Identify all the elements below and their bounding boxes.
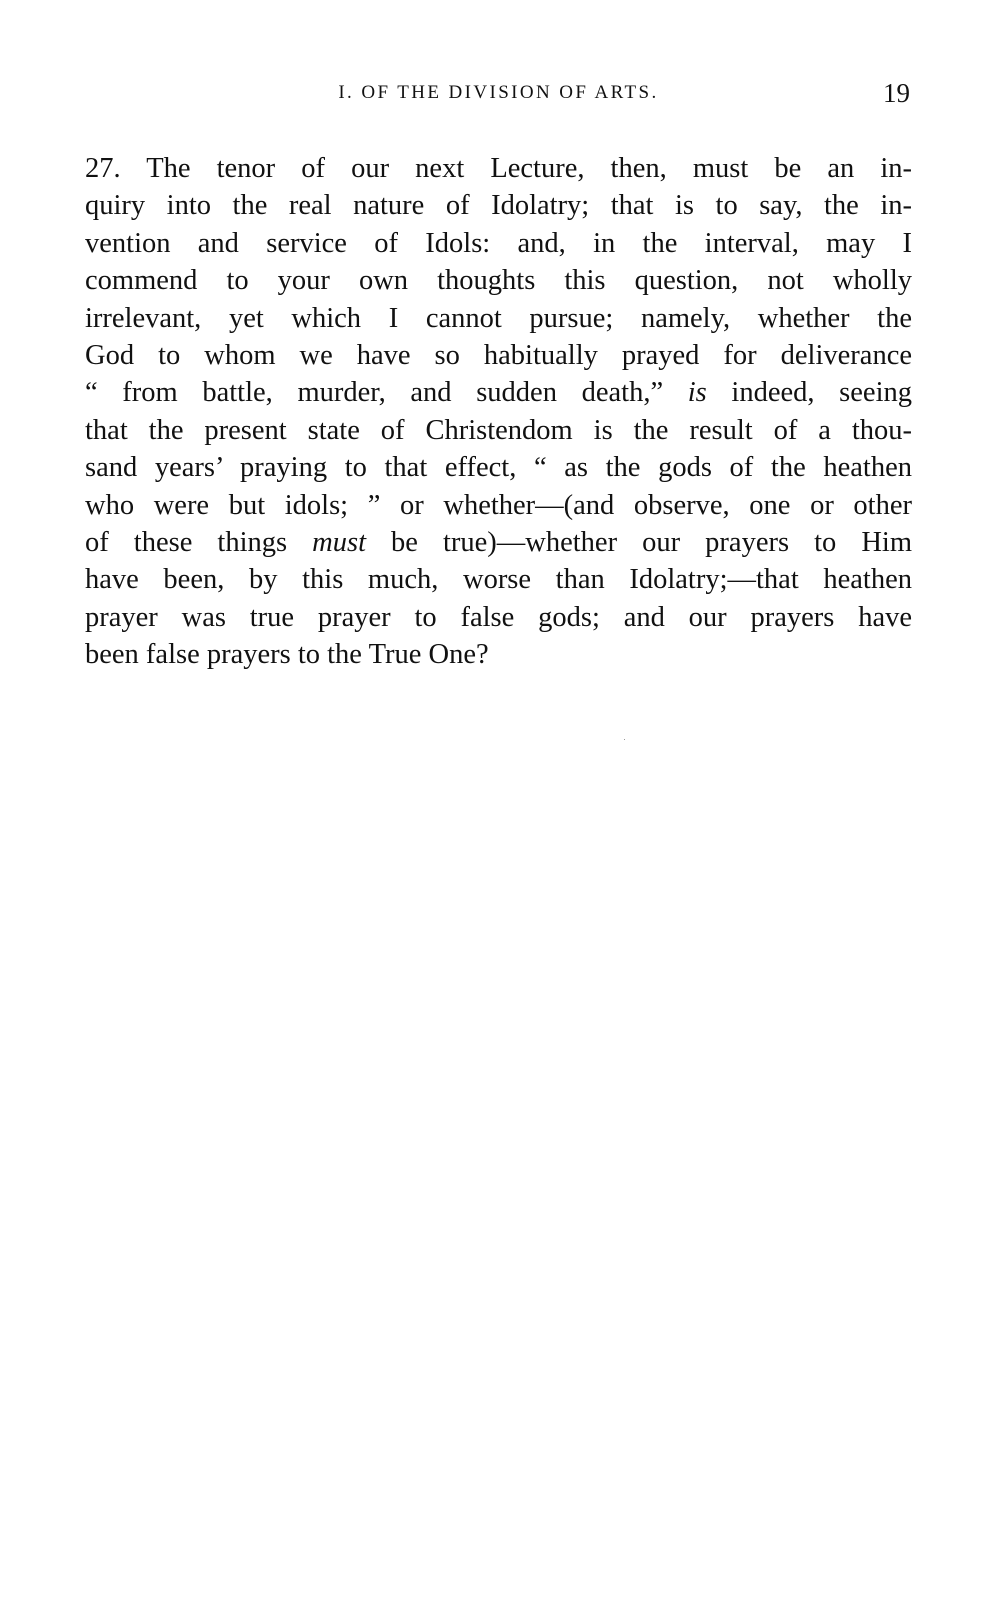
- text-run: sand years’ praying to that effect, “ as the gods of the heathen: [85, 452, 912, 484]
- running-title: I. OF THE DIVISION OF ARTS.: [338, 82, 659, 103]
- text-line: [85, 487, 912, 524]
- text-line: [85, 187, 912, 224]
- text-run: 27. The tenor of our next Lecture, then, must be an in-: [85, 153, 912, 184]
- text-line: [85, 337, 912, 374]
- text-run: “ from battle, murder, and sudden death,”: [85, 377, 688, 409]
- text-line: [85, 262, 912, 299]
- text-line: [85, 374, 912, 411]
- text-line: [85, 225, 912, 262]
- text-run: irrelevant, yet which I cannot pursue; namely, whether the: [85, 302, 912, 334]
- text-line: [85, 150, 912, 187]
- text-run: who were but idols; ” or whether—(and observe, one or other: [85, 489, 912, 521]
- text-line: [85, 524, 912, 561]
- text-run: of these things: [85, 527, 313, 559]
- text-line: [85, 412, 912, 449]
- text-run: God to whom we have so habitually prayed for deliverance: [85, 340, 912, 372]
- text-run: quiry into the real nature of Idolatry; that is to say, the in-: [85, 190, 912, 222]
- text-line: [85, 599, 912, 636]
- text-line: [85, 300, 912, 337]
- text-run: have been, by this much, worse than Idolatry;—that heathen: [85, 564, 912, 596]
- italic-run: must: [312, 527, 366, 559]
- text-run: be true)—whether our prayers to Him: [365, 527, 912, 559]
- running-header: [85, 78, 912, 108]
- paragraph-27: [85, 150, 912, 674]
- text-run: commend to your own thoughts this question, not wholly: [85, 265, 912, 297]
- text-line: [85, 449, 912, 486]
- scan-speck: [624, 739, 625, 740]
- text-run: indeed, seeing: [706, 377, 912, 409]
- text-line: [85, 561, 912, 598]
- text-run: prayer was true prayer to false gods; and our prayers have: [85, 601, 912, 633]
- italic-run: is: [687, 377, 707, 409]
- text-run: vention and service of Idols: and, in the interval, may I: [85, 227, 912, 259]
- text-run: that the present state of Christendom is the result of a thou-: [85, 414, 912, 446]
- text-run: been false prayers to the True One?: [85, 639, 489, 671]
- page-number: 19: [883, 78, 910, 108]
- text-line: [85, 636, 912, 673]
